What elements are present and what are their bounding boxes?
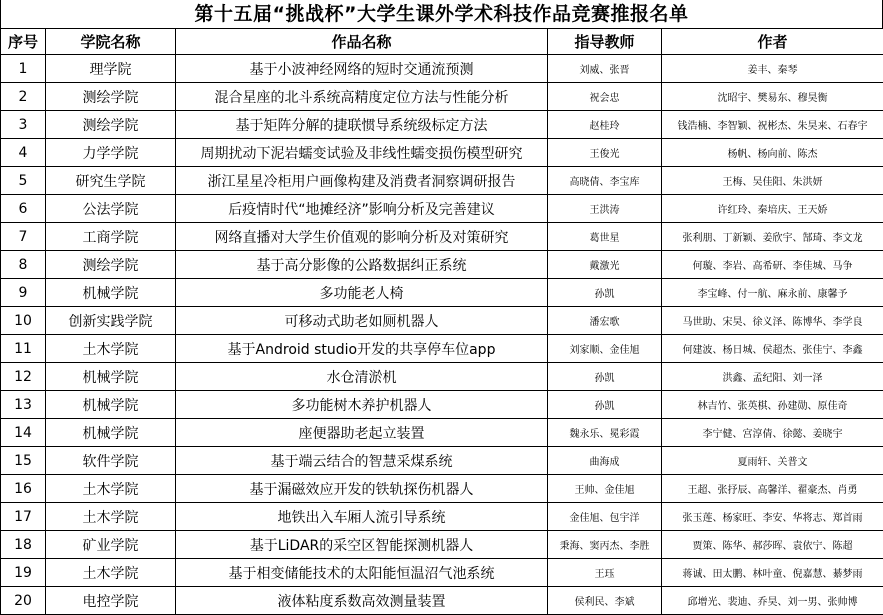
cell-work[interactable]: 液体粘度系数高效测量装置	[176, 587, 548, 615]
cell-work[interactable]: 浙江星星冷柜用户画像构建及消费者洞察调研报告	[176, 167, 548, 195]
cell-no[interactable]: 18	[1, 531, 46, 559]
cell-advisor[interactable]: 魏永乐、冕彩霞	[548, 419, 662, 447]
table-row	[1, 587, 883, 615]
cell-college[interactable]: 土木学院	[46, 475, 176, 503]
cell-authors[interactable]: 邱增光、裴迪、乔昊、刘一男、张帅博	[662, 587, 883, 615]
cell-authors[interactable]: 蒋诚、田太鹏、林叶童、倪嘉慧、綦梦雨	[662, 559, 883, 587]
table-row	[1, 279, 883, 307]
cell-no[interactable]: 11	[1, 335, 46, 363]
cell-authors[interactable]: 钱浩楠、李智颖、祝彬杰、朱昊来、石春宇	[662, 111, 883, 139]
header-authors[interactable]: 作者	[662, 29, 883, 55]
cell-work[interactable]: 基于高分影像的公路数据纠正系统	[176, 251, 548, 279]
cell-no[interactable]: 10	[1, 307, 46, 335]
cell-work[interactable]: 后疫情时代“地摊经济”影响分析及完善建议	[176, 195, 548, 223]
cell-college[interactable]: 理学院	[46, 55, 176, 83]
cell-work[interactable]: 混合星座的北斗系统高精度定位方法与性能分析	[176, 83, 548, 111]
cell-no[interactable]: 20	[1, 587, 46, 615]
table-row	[1, 55, 883, 83]
cell-work[interactable]: 周期扰动下泥岩蠕变试验及非线性蠕变损伤模型研究	[176, 139, 548, 167]
cell-college[interactable]: 机械学院	[46, 363, 176, 391]
cell-authors[interactable]: 马世助、宋昊、徐义泽、陈博华、李学良	[662, 307, 883, 335]
table-row	[1, 363, 883, 391]
cell-work[interactable]: 基于Android studio开发的共享停车位app	[176, 335, 548, 363]
cell-no[interactable]: 13	[1, 391, 46, 419]
cell-college[interactable]: 土木学院	[46, 503, 176, 531]
cell-work[interactable]: 网络直播对大学生价值观的影响分析及对策研究	[176, 223, 548, 251]
cell-college[interactable]: 工商学院	[46, 223, 176, 251]
table-row	[1, 391, 883, 419]
cell-work[interactable]: 基于端云结合的智慧采煤系统	[176, 447, 548, 475]
cell-authors[interactable]: 王超、张抒辰、高馨洋、翟豪杰、肖勇	[662, 475, 883, 503]
table-row	[1, 223, 883, 251]
cell-college[interactable]: 测绘学院	[46, 111, 176, 139]
cell-authors[interactable]: 张玉莲、杨家旺、李安、华将志、郑首雨	[662, 503, 883, 531]
cell-advisor[interactable]: 刘家顺、金佳旭	[548, 335, 662, 363]
cell-no[interactable]: 1	[1, 55, 46, 83]
sheet-title: 第十五届“挑战杯”大学生课外学术科技作品竞赛推报名单	[0, 0, 883, 28]
cell-work[interactable]: 多功能老人椅	[176, 279, 548, 307]
cell-college[interactable]: 矿业学院	[46, 531, 176, 559]
table-row	[1, 531, 883, 559]
table-row	[1, 111, 883, 139]
cell-no[interactable]: 2	[1, 83, 46, 111]
cell-work[interactable]: 基于LiDAR的采空区智能探测机器人	[176, 531, 548, 559]
cell-authors[interactable]: 姜丰、秦琴	[662, 55, 883, 83]
cell-college[interactable]: 公法学院	[46, 195, 176, 223]
table-row	[1, 475, 883, 503]
header-advisor[interactable]: 指导教师	[548, 29, 662, 55]
cell-advisor[interactable]: 曲海成	[548, 447, 662, 475]
header-row	[1, 29, 883, 55]
header-college[interactable]: 学院名称	[46, 29, 176, 55]
cell-no[interactable]: 3	[1, 111, 46, 139]
cell-advisor[interactable]: 孙凯	[548, 391, 662, 419]
cell-advisor[interactable]: 王珏	[548, 559, 662, 587]
cell-no[interactable]: 17	[1, 503, 46, 531]
cell-work[interactable]: 座便器助老起立装置	[176, 419, 548, 447]
cell-authors[interactable]: 洪鑫、孟纪阳、刘一泽	[662, 363, 883, 391]
cell-advisor[interactable]: 王帅、金佳旭	[548, 475, 662, 503]
cell-work[interactable]: 基于矩阵分解的捷联惯导系统级标定方法	[176, 111, 548, 139]
table-row	[1, 447, 883, 475]
header-work[interactable]: 作品名称	[176, 29, 548, 55]
cell-work[interactable]: 基于相变储能技术的太阳能恒温沼气池系统	[176, 559, 548, 587]
cell-college[interactable]: 力学学院	[46, 139, 176, 167]
cell-authors[interactable]: 张利朋、丁新颖、姜欣宇、郜琦、李文龙	[662, 223, 883, 251]
cell-work[interactable]: 地铁出入车厢人流引导系统	[176, 503, 548, 531]
cell-advisor[interactable]: 祝会忠	[548, 83, 662, 111]
cell-authors[interactable]: 何建波、杨日城、侯超杰、张佳宁、李鑫	[662, 335, 883, 363]
cell-authors[interactable]: 李宁健、宫淳倩、徐懿、姜晓宇	[662, 419, 883, 447]
cell-authors[interactable]: 夏雨轩、关普文	[662, 447, 883, 475]
cell-advisor[interactable]: 金佳旭、包宇洋	[548, 503, 662, 531]
cell-college[interactable]: 软件学院	[46, 447, 176, 475]
cell-authors[interactable]: 杨帆、杨向前、陈杰	[662, 139, 883, 167]
cell-no[interactable]: 16	[1, 475, 46, 503]
table-row	[1, 307, 883, 335]
cell-no[interactable]: 12	[1, 363, 46, 391]
cell-no[interactable]: 14	[1, 419, 46, 447]
table-row	[1, 167, 883, 195]
cell-college[interactable]: 机械学院	[46, 279, 176, 307]
cell-advisor[interactable]: 高晓倩、李宝库	[548, 167, 662, 195]
header-no[interactable]: 序号	[1, 29, 46, 55]
table-row	[1, 83, 883, 111]
cell-authors[interactable]: 李宝峰、付一航、麻永前、康馨予	[662, 279, 883, 307]
cell-advisor[interactable]: 孙凯	[548, 363, 662, 391]
cell-advisor[interactable]: 葛世星	[548, 223, 662, 251]
cell-advisor[interactable]: 刘威、张晋	[548, 55, 662, 83]
cell-advisor[interactable]: 秉海、窦丙杰、李胜	[548, 531, 662, 559]
cell-no[interactable]: 7	[1, 223, 46, 251]
table-row	[1, 335, 883, 363]
cell-authors[interactable]: 王梅、吴佳阳、朱洪妍	[662, 167, 883, 195]
table-row	[1, 559, 883, 587]
table-row	[1, 195, 883, 223]
cell-authors[interactable]: 许红玲、秦培庆、王天娇	[662, 195, 883, 223]
table-row	[1, 503, 883, 531]
cell-authors[interactable]: 贾策、陈华、郝莎晖、袁依宁、陈超	[662, 531, 883, 559]
cell-advisor[interactable]: 王洪涛	[548, 195, 662, 223]
cell-work[interactable]: 多功能树木养护机器人	[176, 391, 548, 419]
table-row	[1, 419, 883, 447]
cell-advisor[interactable]: 潘宏歌	[548, 307, 662, 335]
cell-work[interactable]: 基于小波神经网络的短时交通流预测	[176, 55, 548, 83]
cell-no[interactable]: 8	[1, 251, 46, 279]
cell-no[interactable]: 4	[1, 139, 46, 167]
cell-advisor[interactable]: 王俊光	[548, 139, 662, 167]
table-row	[1, 139, 883, 167]
cell-advisor[interactable]: 侯利民、李斌	[548, 587, 662, 615]
cell-no[interactable]: 19	[1, 559, 46, 587]
cell-college[interactable]: 创新实践学院	[46, 307, 176, 335]
cell-no[interactable]: 15	[1, 447, 46, 475]
cell-college[interactable]: 测绘学院	[46, 251, 176, 279]
cell-work[interactable]: 基于漏磁效应开发的铁轨探伤机器人	[176, 475, 548, 503]
cell-no[interactable]: 5	[1, 167, 46, 195]
cell-no[interactable]: 9	[1, 279, 46, 307]
nomination-table	[0, 28, 883, 615]
cell-authors[interactable]: 林吉竹、张英棋、孙建勋、原佳奇	[662, 391, 883, 419]
cell-college[interactable]: 研究生学院	[46, 167, 176, 195]
cell-work[interactable]: 水仓清淤机	[176, 363, 548, 391]
cell-college[interactable]: 土木学院	[46, 559, 176, 587]
cell-advisor[interactable]: 孙凯	[548, 279, 662, 307]
cell-college[interactable]: 机械学院	[46, 419, 176, 447]
cell-college[interactable]: 机械学院	[46, 391, 176, 419]
cell-authors[interactable]: 何璇、李岩、高希研、李佳城、马争	[662, 251, 883, 279]
table-row	[1, 251, 883, 279]
cell-no[interactable]: 6	[1, 195, 46, 223]
cell-advisor[interactable]: 赵桂玲	[548, 111, 662, 139]
cell-college[interactable]: 土木学院	[46, 335, 176, 363]
cell-work[interactable]: 可移动式助老如厕机器人	[176, 307, 548, 335]
cell-authors[interactable]: 沈昭宇、樊易东、穆昊衡	[662, 83, 883, 111]
cell-college[interactable]: 测绘学院	[46, 83, 176, 111]
cell-advisor[interactable]: 戴激光	[548, 251, 662, 279]
cell-college[interactable]: 电控学院	[46, 587, 176, 615]
